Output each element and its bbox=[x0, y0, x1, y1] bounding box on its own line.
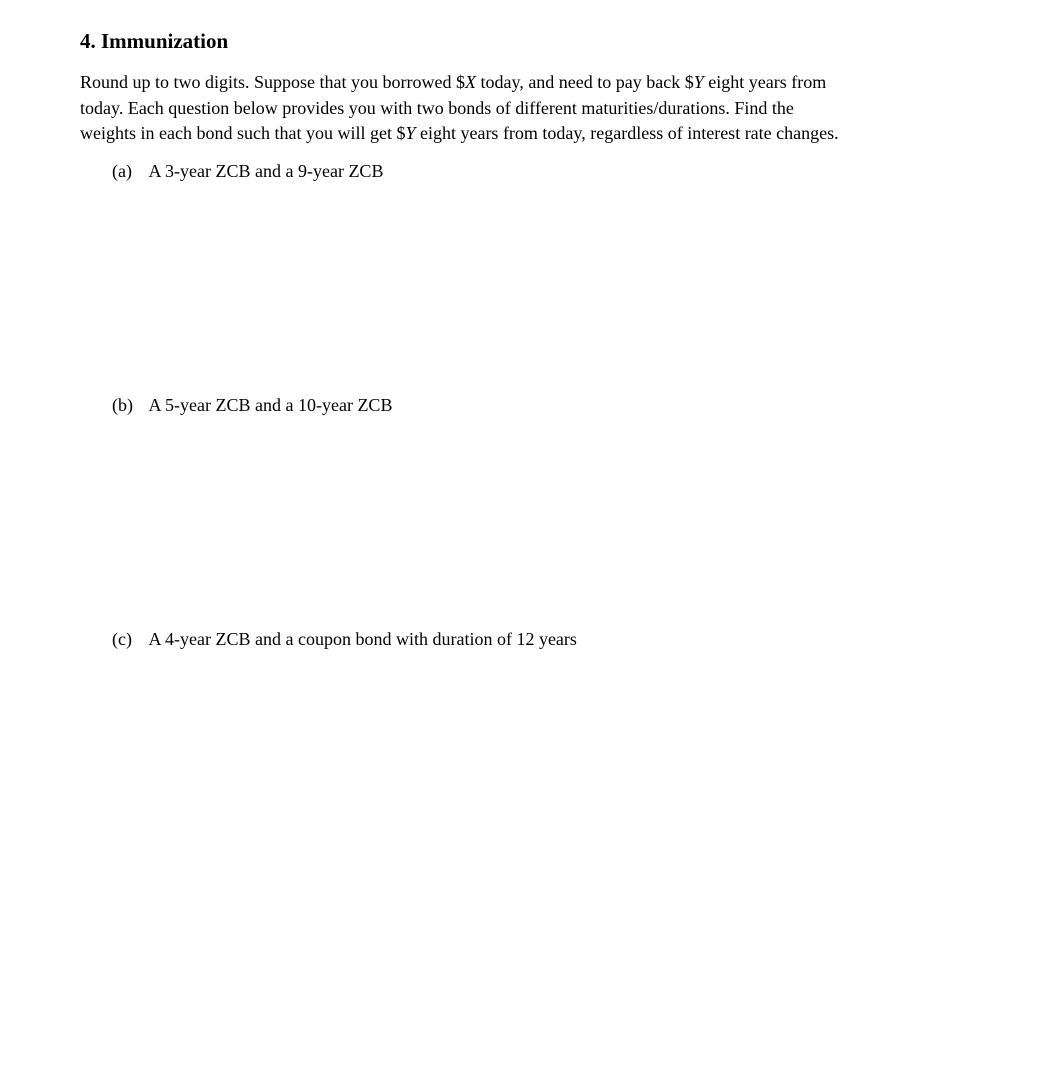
variable-y: Y bbox=[405, 123, 416, 143]
question-c bbox=[112, 627, 577, 651]
text-segment: Round up to two digits. Suppose that you borrowed $ bbox=[80, 72, 465, 92]
problem-statement-line-1 bbox=[80, 70, 940, 96]
question-text: A 3-year ZCB and a 9-year ZCB bbox=[148, 161, 384, 181]
section-title: 4. Immunization bbox=[80, 29, 229, 53]
variable-y: Y bbox=[693, 72, 704, 92]
variable-x: X bbox=[465, 72, 476, 92]
problem-statement-line-3 bbox=[80, 121, 940, 147]
problem-statement bbox=[80, 70, 940, 147]
text-segment: eight years from today, regardless of interest rate changes. bbox=[415, 123, 839, 143]
question-text: A 5-year ZCB and a 10-year ZCB bbox=[148, 395, 393, 415]
problem-statement-line-2: today. Each question below provides you with two bonds of different maturities/durations. Find the bbox=[80, 97, 794, 118]
question-a bbox=[112, 159, 383, 183]
text-segment: today, and need to pay back $ bbox=[476, 72, 694, 92]
question-text: A 4-year ZCB and a coupon bond with duration of 12 years bbox=[148, 629, 577, 649]
text-segment: weights in each bond such that you will get $ bbox=[80, 123, 406, 143]
question-label: (a) bbox=[112, 161, 132, 181]
question-label: (c) bbox=[112, 629, 132, 649]
question-b bbox=[112, 393, 392, 417]
text-segment: eight years from bbox=[703, 72, 827, 92]
question-label: (b) bbox=[112, 395, 133, 415]
